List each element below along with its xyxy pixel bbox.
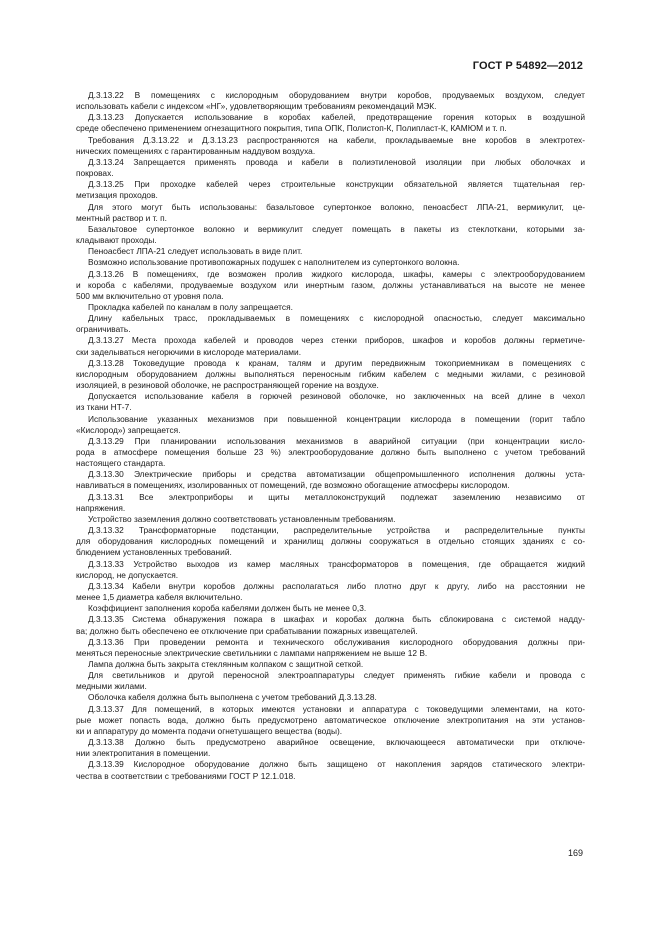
text-line: Д.3.13.33 Устройство выходов из камер масляных трансформаторов в помещения, где обращается жидкий xyxy=(88,558,585,569)
paragraph xyxy=(76,90,585,112)
text-line: Для этого могут быть использованы: базальтовое супертонкое волокно, пеноасбест ЛПА-21, вермикулит, це- xyxy=(88,201,585,212)
document-body xyxy=(76,90,585,782)
text-line: ки и аппаратуру до момента подачи огнетушащего вещества (воды). xyxy=(76,725,343,736)
text-line: Д.3.13.27 Места прохода кабелей и проводов через стенки приборов, шкафов и коробов должны герметиче- xyxy=(88,335,585,346)
paragraph xyxy=(76,525,585,558)
text-line: медными жилами. xyxy=(76,681,147,692)
text-line: менее 1,5 диаметра кабеля включительно. xyxy=(76,592,243,603)
paragraph xyxy=(76,603,585,614)
paragraph xyxy=(76,257,585,268)
text-line: ва; должно быть обеспечено ее отключение при срабатывании пожарных извещателей. xyxy=(76,625,418,636)
paragraph xyxy=(76,269,585,302)
text-line: рода в атмосфере помещения больше 23 %) электрооборудование должно быть выполнено с учетом требований xyxy=(76,447,585,457)
text-line: «Кислород») запрещается. xyxy=(76,424,181,435)
text-line: Возможно использование противопожарных подушек с наполнителем из супертонкого волокна. xyxy=(88,257,460,268)
text-line: Д.3.13.32 Трансформаторные подстанции, распределительные устройства и распределительные пункты xyxy=(88,525,585,536)
text-line: Д.3.13.35 Система обнаружения пожара в шкафах и коробах должна быть сблокирована с системой надду- xyxy=(88,614,585,625)
text-line: Допускается использование кабеля в горючей резиновой оболочке, но заключенных на всей длине в чехол xyxy=(88,391,585,402)
text-line: Д.3.13.25 При проходке кабелей через строительные конструкции обязательной является тщательная гер- xyxy=(88,179,585,190)
paragraph xyxy=(76,637,585,659)
paragraph xyxy=(76,737,585,759)
paragraph xyxy=(76,704,585,737)
text-line: кладывают проходы. xyxy=(76,235,157,246)
paragraph xyxy=(76,313,585,335)
paragraph xyxy=(76,514,585,525)
paragraph xyxy=(76,759,585,781)
paragraph xyxy=(76,414,585,436)
text-line: Оболочка кабеля должна быть выполнена с учетом требований Д.3.13.28. xyxy=(88,692,377,703)
text-line: Длину кабельных трасс, прокладываемых в помещениях с кислородной опасностью, следует максимально xyxy=(88,313,585,324)
text-line: Д.3.13.29 При планировании использования механизмов в аварийной ситуации (при концентрации кисло- xyxy=(88,435,585,446)
text-line: изоляцией, в резиновой оболочке, не распространяющей горение на воздухе. xyxy=(76,380,379,391)
paragraph xyxy=(76,391,585,413)
text-line: Использование указанных механизмов при повышенной концентрации кислорода в помещении (горит табло xyxy=(88,413,585,424)
paragraph xyxy=(76,670,585,692)
paragraph xyxy=(76,492,585,514)
text-line: кислород, не допускается. xyxy=(76,569,179,580)
text-line: Д.3.13.31 Все электроприборы и щиты металлоконструкций подлежат заземлению независимо от xyxy=(88,491,585,502)
text-line: нии электропитания в помещении. xyxy=(76,748,211,759)
text-line: навливаться в помещениях, изолированных от помещений, где возможно обогащение атмосферы кислородом. xyxy=(76,480,510,491)
text-line: Д.3.13.38 Должно быть предусмотрено аварийное освещение, включающееся автоматически при отключе- xyxy=(88,737,585,748)
paragraph xyxy=(76,112,585,134)
paragraph xyxy=(76,202,585,224)
text-line: 500 мм включительно от уровня пола. xyxy=(76,290,224,301)
text-line: настоящего стандарта. xyxy=(76,458,166,469)
text-line: Прокладка кабелей по каналам в полу запрещается. xyxy=(88,301,293,312)
text-line: Д.3.13.24 Запрещается применять провода и кабели в полиэтиленовой изоляции при любых оболочках и xyxy=(88,156,585,167)
text-line: Коэффициент заполнения короба кабелями должен быть не менее 0,3. xyxy=(88,603,367,614)
paragraph xyxy=(76,358,585,391)
paragraph xyxy=(76,135,585,157)
text-line: для оборудования кислородных помещений и хранилищ должны сооружаться в отдельно стоящих зданиях с со- xyxy=(76,536,585,547)
paragraph xyxy=(76,614,585,636)
text-line: Д.3.13.34 Кабели внутри коробов должны располагаться либо плотно друг к другу, либо на расстоянии не xyxy=(88,580,585,591)
text-line: и короба с кабелями, продуваемые воздухом или инертным газом, должны устанавливаться на высоте не менее xyxy=(76,279,585,290)
text-line: Д.3.13.22 В помещениях с кислородным оборудованием внутри коробов, продуваемых воздухом, следует xyxy=(88,90,585,100)
text-line: чества в соответствии с требованиями ГОСТ Р 12.1.018. xyxy=(76,770,296,781)
page-number: 169 xyxy=(567,848,583,858)
paragraph xyxy=(76,559,585,581)
text-line: ски заделываться негорючими в кислороде материалами. xyxy=(76,346,302,357)
paragraph xyxy=(76,157,585,179)
text-line: Д.3.13.39 Кислородное оборудование должно быть защищено от накопления зарядов статического электри- xyxy=(88,759,585,770)
paragraph xyxy=(76,581,585,603)
paragraph xyxy=(76,302,585,313)
text-line: Д.3.13.26 В помещениях, где возможен пролив жидкого кислорода, шкафы, камеры с электрооборудованием xyxy=(88,268,585,279)
text-line: напряжения. xyxy=(76,502,126,513)
text-line: Д.3.13.23 Допускается использование в коробах кабелей, предотвращение горения которых в воздушной xyxy=(88,112,585,123)
paragraph xyxy=(76,179,585,201)
text-line: кислородным оборудованием должны выполняться переносным гибким кабелем с медными жилами, с резиновой xyxy=(76,368,585,379)
standard-header: ГОСТ Р 54892—2012 xyxy=(472,60,583,72)
text-line: Для светильников и другой переносной электроаппаратуры следует применять гибкие кабели и провода с xyxy=(88,670,585,681)
paragraph xyxy=(76,469,585,491)
paragraph xyxy=(76,246,585,257)
text-line: Устройство заземления должно соответствовать установленным требованиям. xyxy=(88,513,396,524)
text-line: Пеноасбест ЛПА-21 следует использовать в виде плит. xyxy=(88,246,303,257)
paragraph xyxy=(76,224,585,246)
text-line: ограничивать. xyxy=(76,324,131,335)
text-line: из ткани НТ-7. xyxy=(76,402,132,413)
text-line: рые может попасть вода, должно быть предусмотрено автоматическое отключение электропитания на эти установ- xyxy=(76,714,585,725)
text-line: использовать кабели с индексом «НГ», удовлетворяющим требованиям рекомендаций МЭК. xyxy=(76,101,437,112)
paragraph xyxy=(76,436,585,469)
text-line: Лампа должна быть закрыта стеклянным колпаком с защитной сеткой. xyxy=(88,658,364,669)
text-line: покровах. xyxy=(76,168,114,179)
text-line: Д.3.13.36 При проведении ремонта и технического обслуживания кислородного оборудования должны при- xyxy=(88,636,585,647)
text-line: блюдением установленных требований. xyxy=(76,547,232,558)
text-line: Требования Д.3.13.22 и Д.3.13.23 распространяются на кабели, прокладываемые вне коробов в электротех- xyxy=(88,134,585,145)
text-line: Д.3.13.30 Электрические приборы и средства автоматизации общепромышленного исполнения должны уста- xyxy=(88,469,585,480)
text-line: Д.3.13.28 Токоведущие провода к кранам, талям и другим передвижным токоприемникам в помещениях с xyxy=(88,357,585,368)
text-line: метизация проходов. xyxy=(76,190,158,201)
text-line: нических помещениях с гарантированным наддувом воздуха. xyxy=(76,145,316,156)
paragraph xyxy=(76,692,585,703)
text-line: среде обеспечено применением огнезащитного покрытия, типа ОПК, Полистоп-К, Полипласт-К, КАМЮМ и т. п. xyxy=(76,123,507,134)
paragraph xyxy=(76,335,585,357)
text-line: Д.3.13.37 Для помещений, в которых имеются установки и аппаратура с токоведущими элементами, на кото- xyxy=(88,703,585,714)
text-line: ментный раствор и т. п. xyxy=(76,212,167,223)
text-line: Базальтовое супертонкое волокно и вермикулит следует помещать в пакеты из стеклоткани, которыми за- xyxy=(88,223,585,234)
paragraph xyxy=(76,659,585,670)
text-line: меняться переносные электрические светильники с лампами напряжением не выше 12 В. xyxy=(76,647,428,658)
